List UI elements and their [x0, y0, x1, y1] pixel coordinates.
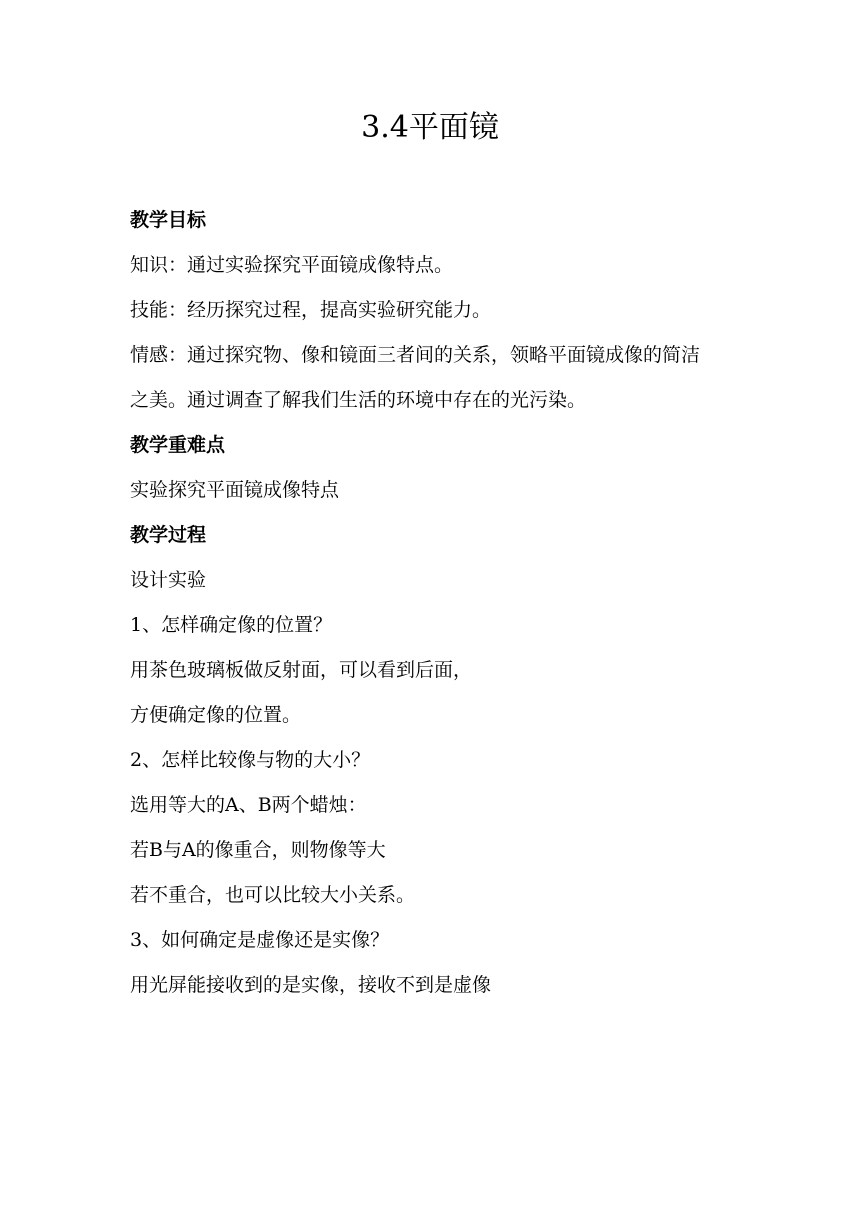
answer-1-line-1: 用茶色玻璃板做反射面，可以看到后面，: [130, 659, 473, 681]
question-2: 2、怎样比较像与物的大小？: [130, 749, 371, 771]
section-heading-process: 教学过程: [130, 524, 207, 546]
paragraph-knowledge: 知识：通过实验探究平面镜成像特点。: [130, 254, 454, 276]
question-1: 1、怎样确定像的位置？: [130, 614, 333, 636]
page-title: 3.4平面镜: [361, 110, 499, 145]
paragraph-emotion: 情感：通过探究物、像和镜面三者间的关系，领略平面镜成像的简洁: [130, 344, 701, 366]
paragraph-key-point: 实验探究平面镜成像特点: [130, 479, 340, 501]
answer-2-line-1: 选用等大的A、B两个蜡烛：: [130, 794, 367, 816]
section-heading-objectives: 教学目标: [130, 209, 207, 231]
answer-2-line-3: 若不重合，也可以比较大小关系。: [130, 884, 416, 906]
paragraph-emotion-continued: 之美。通过调查了解我们生活的环境中存在的光污染。: [130, 389, 587, 411]
paragraph-skills: 技能：经历探究过程，提高实验研究能力。: [130, 299, 492, 321]
paragraph-design-experiment: 设计实验: [130, 569, 207, 591]
question-3: 3、如何确定是虚像还是实像？: [130, 929, 390, 951]
document-body: [130, 198, 750, 1008]
answer-2-line-2: 若B与A的像重合，则物像等大: [130, 839, 386, 861]
section-heading-key-points: 教学重难点: [130, 434, 226, 456]
answer-3: 用光屏能接收到的是实像，接收不到是虚像: [130, 974, 492, 996]
answer-1-line-2: 方便确定像的位置。: [130, 704, 302, 726]
